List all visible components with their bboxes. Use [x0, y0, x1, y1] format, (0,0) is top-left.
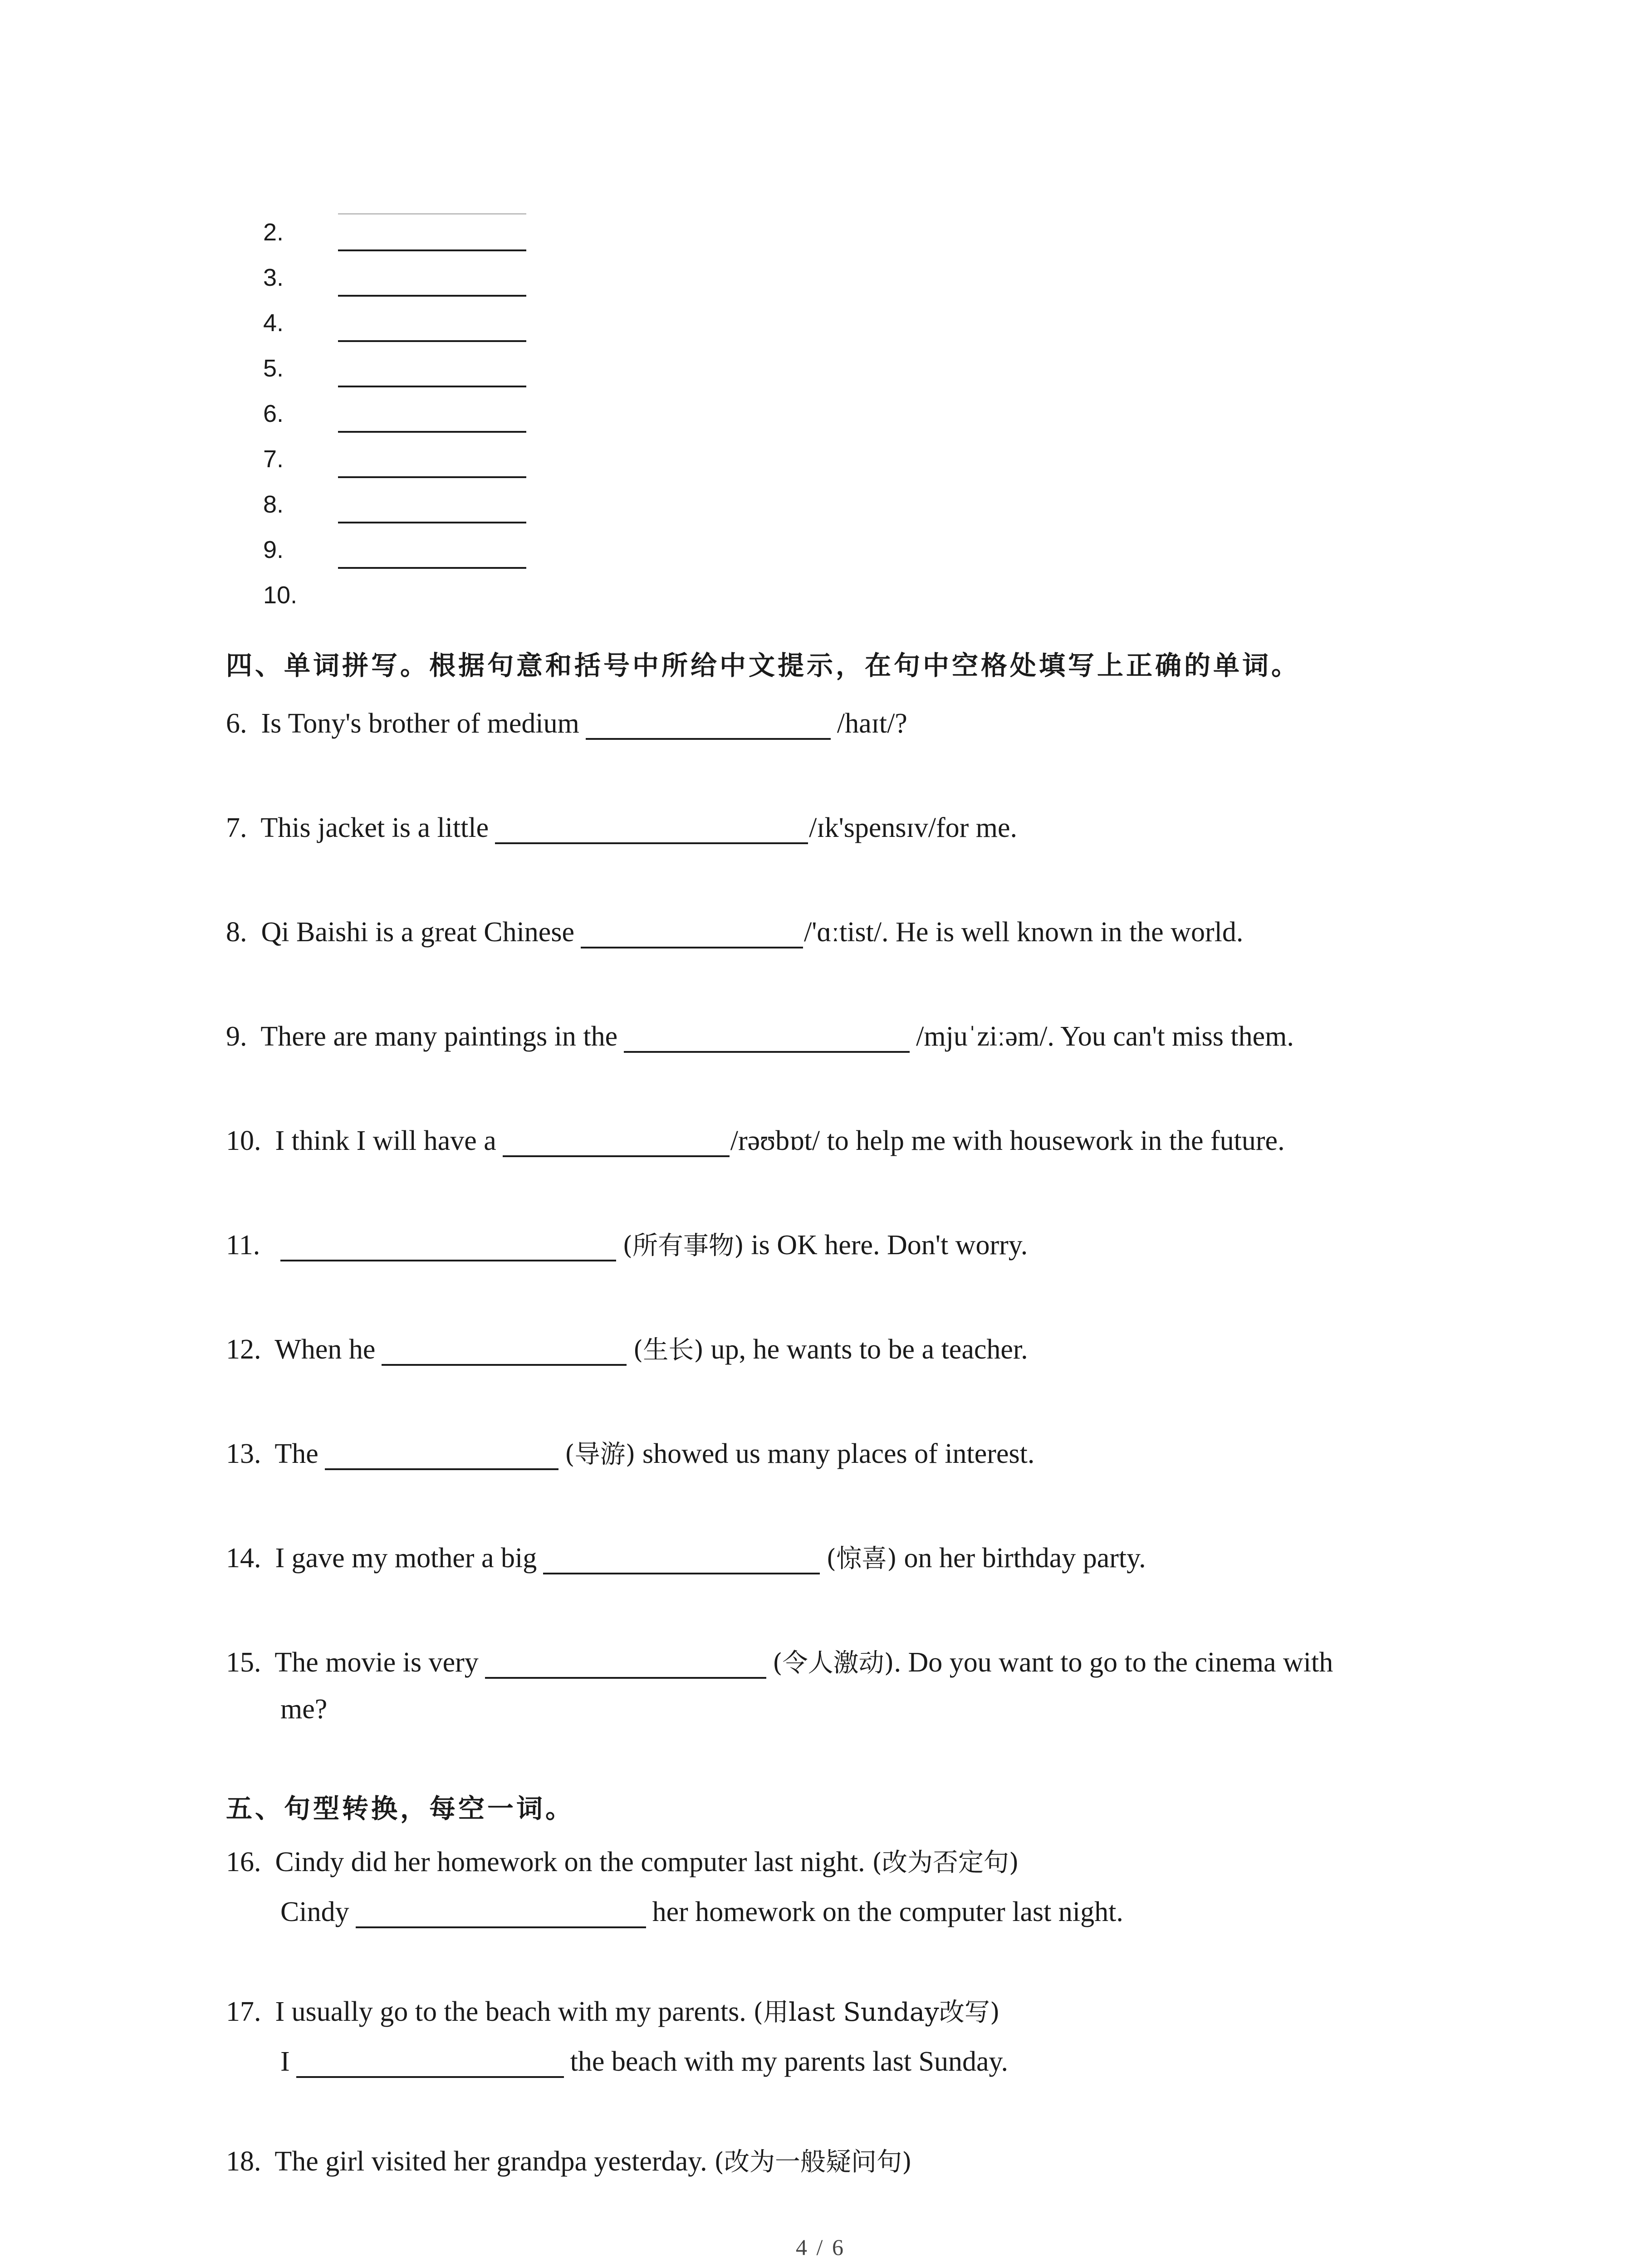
fill-blank[interactable]: [296, 2044, 564, 2078]
question-12: 12. When he (生长) up, he wants to be a teacher.: [226, 1327, 1028, 1373]
fill-blank[interactable]: [325, 1437, 558, 1470]
question-7: 7. This jacket is a little /ɪk'spensɪv/for me.: [226, 805, 1017, 850]
section-5-heading: 五、句型转换，每空一词。: [226, 1793, 575, 1824]
question-15-continuation: me?: [280, 1694, 328, 1725]
answer-number: 3.: [263, 264, 284, 291]
question-11: 11. (所有事物) is OK here. Don't worry.: [226, 1222, 1028, 1269]
answer-number: 7.: [263, 445, 284, 473]
answer-row: [263, 572, 581, 618]
answer-blank[interactable]: [338, 295, 526, 297]
answer-number: 6.: [263, 400, 284, 427]
question-8: 8. Qi Baishi is a great Chinese /'ɑːtist/. He is well known in the world.: [226, 909, 1243, 955]
section-4-heading: 四、单词拼写。根据句意和括号中所给中文提示，在句中空格处填写上正确的单词。: [226, 650, 1301, 681]
fill-blank[interactable]: [280, 1228, 616, 1261]
answer-number: 10.: [263, 582, 298, 609]
answer-row: [263, 482, 581, 527]
fill-blank[interactable]: [586, 706, 831, 740]
fill-blank[interactable]: [382, 1332, 627, 1366]
answer-row: [263, 346, 581, 391]
question-6: 6. Is Tony's brother of medium /haɪt/?: [226, 701, 907, 746]
fill-blank[interactable]: [543, 1541, 820, 1574]
question-9: 9. There are many paintings in the /mjuˈziːəm/. You can't miss them.: [226, 1014, 1294, 1059]
fill-blank[interactable]: [495, 811, 808, 844]
question-17: 17. I usually go to the beach with my parents. (用last Sunday改写): [226, 1996, 1000, 2027]
question-14: 14. I gave my mother a big (惊喜) on her birthday party.: [226, 1535, 1146, 1582]
fill-blank[interactable]: [485, 1645, 766, 1679]
answer-row: [263, 527, 581, 572]
fill-blank[interactable]: [356, 1895, 646, 1928]
answer-number: 4.: [263, 309, 284, 337]
question-15: 15. The movie is very (令人激动). Do you want to go to the cinema with: [226, 1640, 1333, 1686]
question-17-answer-line: I the beach with my parents last Sunday.: [280, 2039, 1008, 2084]
answer-row: [263, 436, 581, 482]
answer-number: 2.: [263, 219, 284, 246]
question-13: 13. The (导游) showed us many places of interest.: [226, 1431, 1034, 1477]
answer-blank[interactable]: [338, 567, 526, 569]
answer-blank[interactable]: [338, 476, 526, 478]
fill-blank[interactable]: [581, 915, 803, 948]
page-number: 4 / 6: [796, 2234, 845, 2260]
answer-blank[interactable]: [338, 386, 526, 387]
answer-number: 5.: [263, 355, 284, 382]
answer-blank[interactable]: [338, 522, 526, 523]
fill-blank[interactable]: [503, 1124, 730, 1157]
answer-number: 8.: [263, 491, 284, 518]
question-18: 18. The girl visited her grandpa yesterday. (改为一般疑问句): [226, 2146, 912, 2177]
answer-row: [263, 391, 581, 436]
answer-row: [263, 300, 581, 346]
question-10: 10. I think I will have a /rəʊbɒt/ to help me with housework in the future.: [226, 1118, 1285, 1163]
answer-blank[interactable]: [338, 340, 526, 342]
question-16: 16. Cindy did her homework on the computer last night. (改为否定句): [226, 1847, 1019, 1877]
answer-number: 9.: [263, 536, 284, 563]
answer-row: [263, 255, 581, 300]
answer-blank[interactable]: [338, 431, 526, 433]
question-16-answer-line: Cindy her homework on the computer last night.: [280, 1889, 1123, 1935]
answer-row: [263, 210, 581, 255]
answer-blank[interactable]: [338, 249, 526, 251]
fill-blank[interactable]: [624, 1019, 910, 1053]
